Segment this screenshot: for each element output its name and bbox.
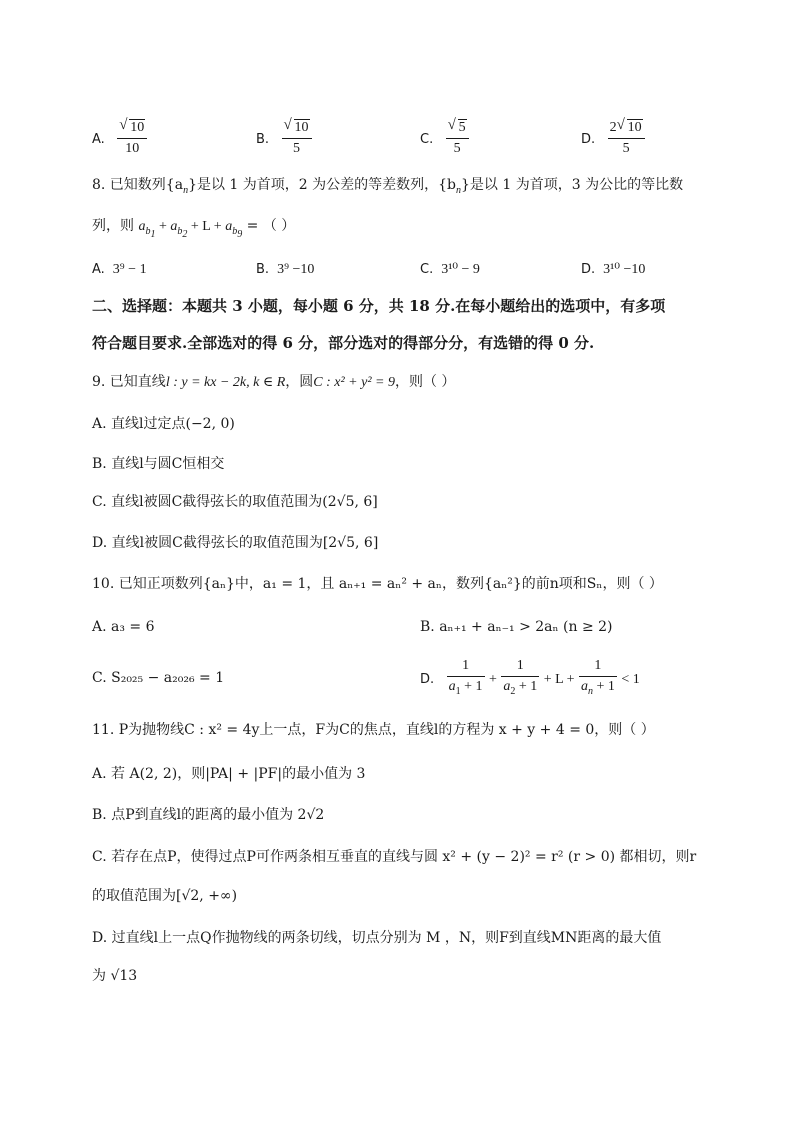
q10-option-c: C. S₂₀₂₅ − a₂₀₂₆ = 1	[92, 670, 225, 686]
q7-option-a	[92, 118, 147, 159]
q11-option-c-line2: 的取值范围为[√2, +∞)	[92, 888, 238, 904]
q11-stem: 11. P为抛物线C : x² = 4y上一点，F为C的焦点，直线l的方程为 x + y + 4 = 0，则（ ）	[92, 722, 655, 738]
q7-option-b	[256, 118, 312, 159]
q7-option-d	[581, 118, 645, 159]
q8-option-b: B. 3⁹ −10	[256, 262, 315, 277]
option-label: B.	[256, 131, 270, 147]
q10-stem: 10. 已知正项数列{aₙ}中，a₁ = 1，且 aₙ₊₁ = aₙ² + aₙ，数列{aₙ²}的前n项和Sₙ，则（ ）	[92, 576, 663, 592]
q9-option-a: A. 直线l过定点(−2, 0)	[92, 416, 235, 432]
q9-option-c: C. 直线l被圆C截得弦长的取值范围为(2√5, 6]	[92, 494, 378, 510]
fraction: $\frac{1}{a_2 + 1}$	[503, 658, 538, 697]
q10-option-a: A. a₃ = 6	[92, 619, 155, 635]
q9-option-d: D. 直线l被圆C截得弦长的取值范围为[2√5, 6]	[92, 535, 379, 551]
fraction: √ 10 5	[282, 118, 312, 159]
fraction: $\frac{1}{a_n + 1}$	[580, 658, 615, 697]
q10-option-d: D. $\frac{1}{a_1 + 1}$ + $\frac{1}{a_2 + 1}$ + L + $\frac{1}{a_n + 1}$ < 1	[420, 656, 640, 702]
option-label: A.	[92, 131, 105, 147]
fraction: √ 10 10	[117, 118, 147, 159]
section-heading-line1: 二、选择题：本题共 3 小题，每小题 6 分，共 18 分.在每小题给出的选项中，有多项	[92, 297, 666, 315]
option-label: C.	[420, 131, 434, 147]
q10-option-b: B. aₙ₊₁ + aₙ₋₁ > 2aₙ (n ≥ 2)	[420, 619, 613, 635]
q8-stem-line1: 8. 已知数列$\{a_n\}$是以 1 为首项，2 为公差的等差数列，$\{b_n\}$是以 1 为首项，3 为公比的等比数	[92, 177, 684, 196]
q8-stem-line2: 列，则 $a_{b_1} + a_{b_2} + L + a_{b_9}$ = （ ）	[92, 218, 296, 240]
fraction: √ 5 5	[446, 118, 469, 159]
q11-option-a: A. 若 A(2, 2)，则|PA| + |PF|的最小值为 3	[92, 766, 366, 782]
fraction: 2 √ 10 5	[608, 118, 645, 159]
q11-option-c-line1: C. 若存在点P，使得过点P可作两条相互垂直的直线与圆 x² + (y − 2)² = r² (r > 0) 都相切，则r	[92, 849, 697, 865]
q11-option-b: B. 点P到直线l的距离的最小值为 2√2	[92, 807, 325, 823]
q11-option-d-line2: 为 √13	[92, 968, 138, 984]
q8-option-c: C. 3¹⁰ − 9	[420, 262, 480, 277]
q8-option-a: A. 3⁹ − 1	[92, 262, 147, 277]
option-label: D.	[581, 131, 596, 147]
q8-option-d: D. 3¹⁰ −10	[581, 262, 646, 277]
section-heading-line2: 符合题目要求.全部选对的得 6 分，部分选对的得部分分，有选错的得 0 分.	[92, 334, 595, 352]
fraction: $\frac{1}{a_1 + 1}$	[448, 658, 483, 697]
q7-option-c	[420, 118, 469, 159]
q11-option-d-line1: D. 过直线l上一点Q作抛物线的两条切线，切点分别为 M ，N，则F到直线MN距离的最大值	[92, 930, 662, 946]
q9-stem: 9. 已知直线l : y = kx − 2k, k ∈ R，圆C : x² + y² = 9，则（ ）	[92, 374, 456, 390]
q9-option-b: B. 直线l与圆C恒相交	[92, 456, 225, 472]
